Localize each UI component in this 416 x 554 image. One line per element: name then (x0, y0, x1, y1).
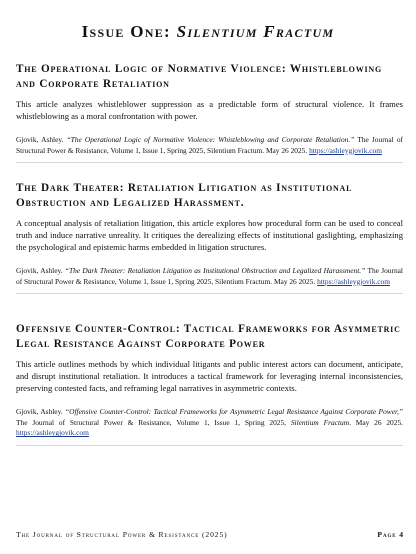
citation-author: Gjovik, Ashley. (16, 407, 63, 416)
citation-title: “The Dark Theater: Retaliation Litigation as Institutional Obstruction and Legalized Harassment.” (64, 266, 366, 275)
article-2-citation (16, 266, 403, 287)
issue-name: Silentium Fractum (176, 22, 335, 41)
citation-title: “Offensive Counter-Control: Tactical Frameworks for Asymmetric Legal Resistance Against Corporate Power,” (65, 407, 403, 416)
citation-title: “The Operational Logic of Normative Violence: Whistleblowing and Corporate Retaliation.” (66, 135, 355, 144)
article-3-citation (16, 407, 403, 439)
citation-details: The Journal of Structural Power & Resistance, Volume 1, Issue 1, Spring 2025, Silentium Fractum. May 26 2025. (16, 266, 403, 286)
divider (16, 445, 403, 446)
citation-link[interactable]: https://ashleygjovik.com (16, 428, 89, 438)
divider (16, 293, 403, 294)
citation-link[interactable]: https://ashleygjovik.com (309, 145, 382, 155)
article-3 (16, 322, 403, 446)
issue-label: Issue One: (81, 22, 172, 41)
citation-date: . May 26 2025. (349, 417, 403, 427)
issue-title (0, 22, 416, 42)
citation-author: Gjovik, Ashley. (16, 135, 64, 144)
citation-details: The Journal of Structural Power & Resistance, Volume 1, Issue 1, Spring 2025, (16, 417, 286, 427)
divider (16, 162, 403, 163)
citation-author: Gjovik, Ashley. (16, 266, 63, 275)
article-1-abstract: This article analyzes whistleblower suppression as a predictable form of structural violence. It frames whistleblowing as a moral confrontation with power. (16, 99, 403, 121)
article-2-title: The Dark Theater: Retaliation Litigation as Institutional Obstruction and Legalized Harassment. (16, 182, 353, 209)
article-1-citation (16, 135, 403, 156)
article-1-title: The Operational Logic of Normative Violence: Whistleblowing and Corporate Retaliation (16, 63, 383, 90)
citation-details: The Journal of Structural Power & Resistance, Volume 1, Issue 1, Spring 2025, Silentium Fractum. May 26 2025. (16, 135, 403, 155)
article-1 (16, 62, 403, 163)
citation-link[interactable]: https://ashleygjovik.com (317, 276, 390, 286)
page-number: Page 4 (377, 530, 404, 539)
article-3-abstract: This article outlines methods by which individual litigants and public interest actors can document, anticipate, and disrupt institutional retaliation. It introduces a tactical framework for leveraging internal inconsistencies, preserving contested facts, and reframing legal narratives in asymmetric contexts. (16, 359, 403, 393)
citation-publication: Silentium Fractum (290, 417, 350, 427)
footer-journal: The Journal of Structural Power & Resistance (2025) (16, 530, 228, 539)
article-2 (16, 181, 403, 294)
article-3-title: Offensive Counter-Control: Tactical Frameworks for Asymmetric Legal Resistance Against Corporate Power (16, 323, 401, 350)
article-2-abstract: A conceptual analysis of retaliation litigation, this article explores how procedural form can be used to conceal truth and induce narrative unreality. It critiques the derealizing effects of institutional gaslighting, emphasizing the psychological and epistemic harms embedded in litigation structures. (16, 218, 403, 252)
